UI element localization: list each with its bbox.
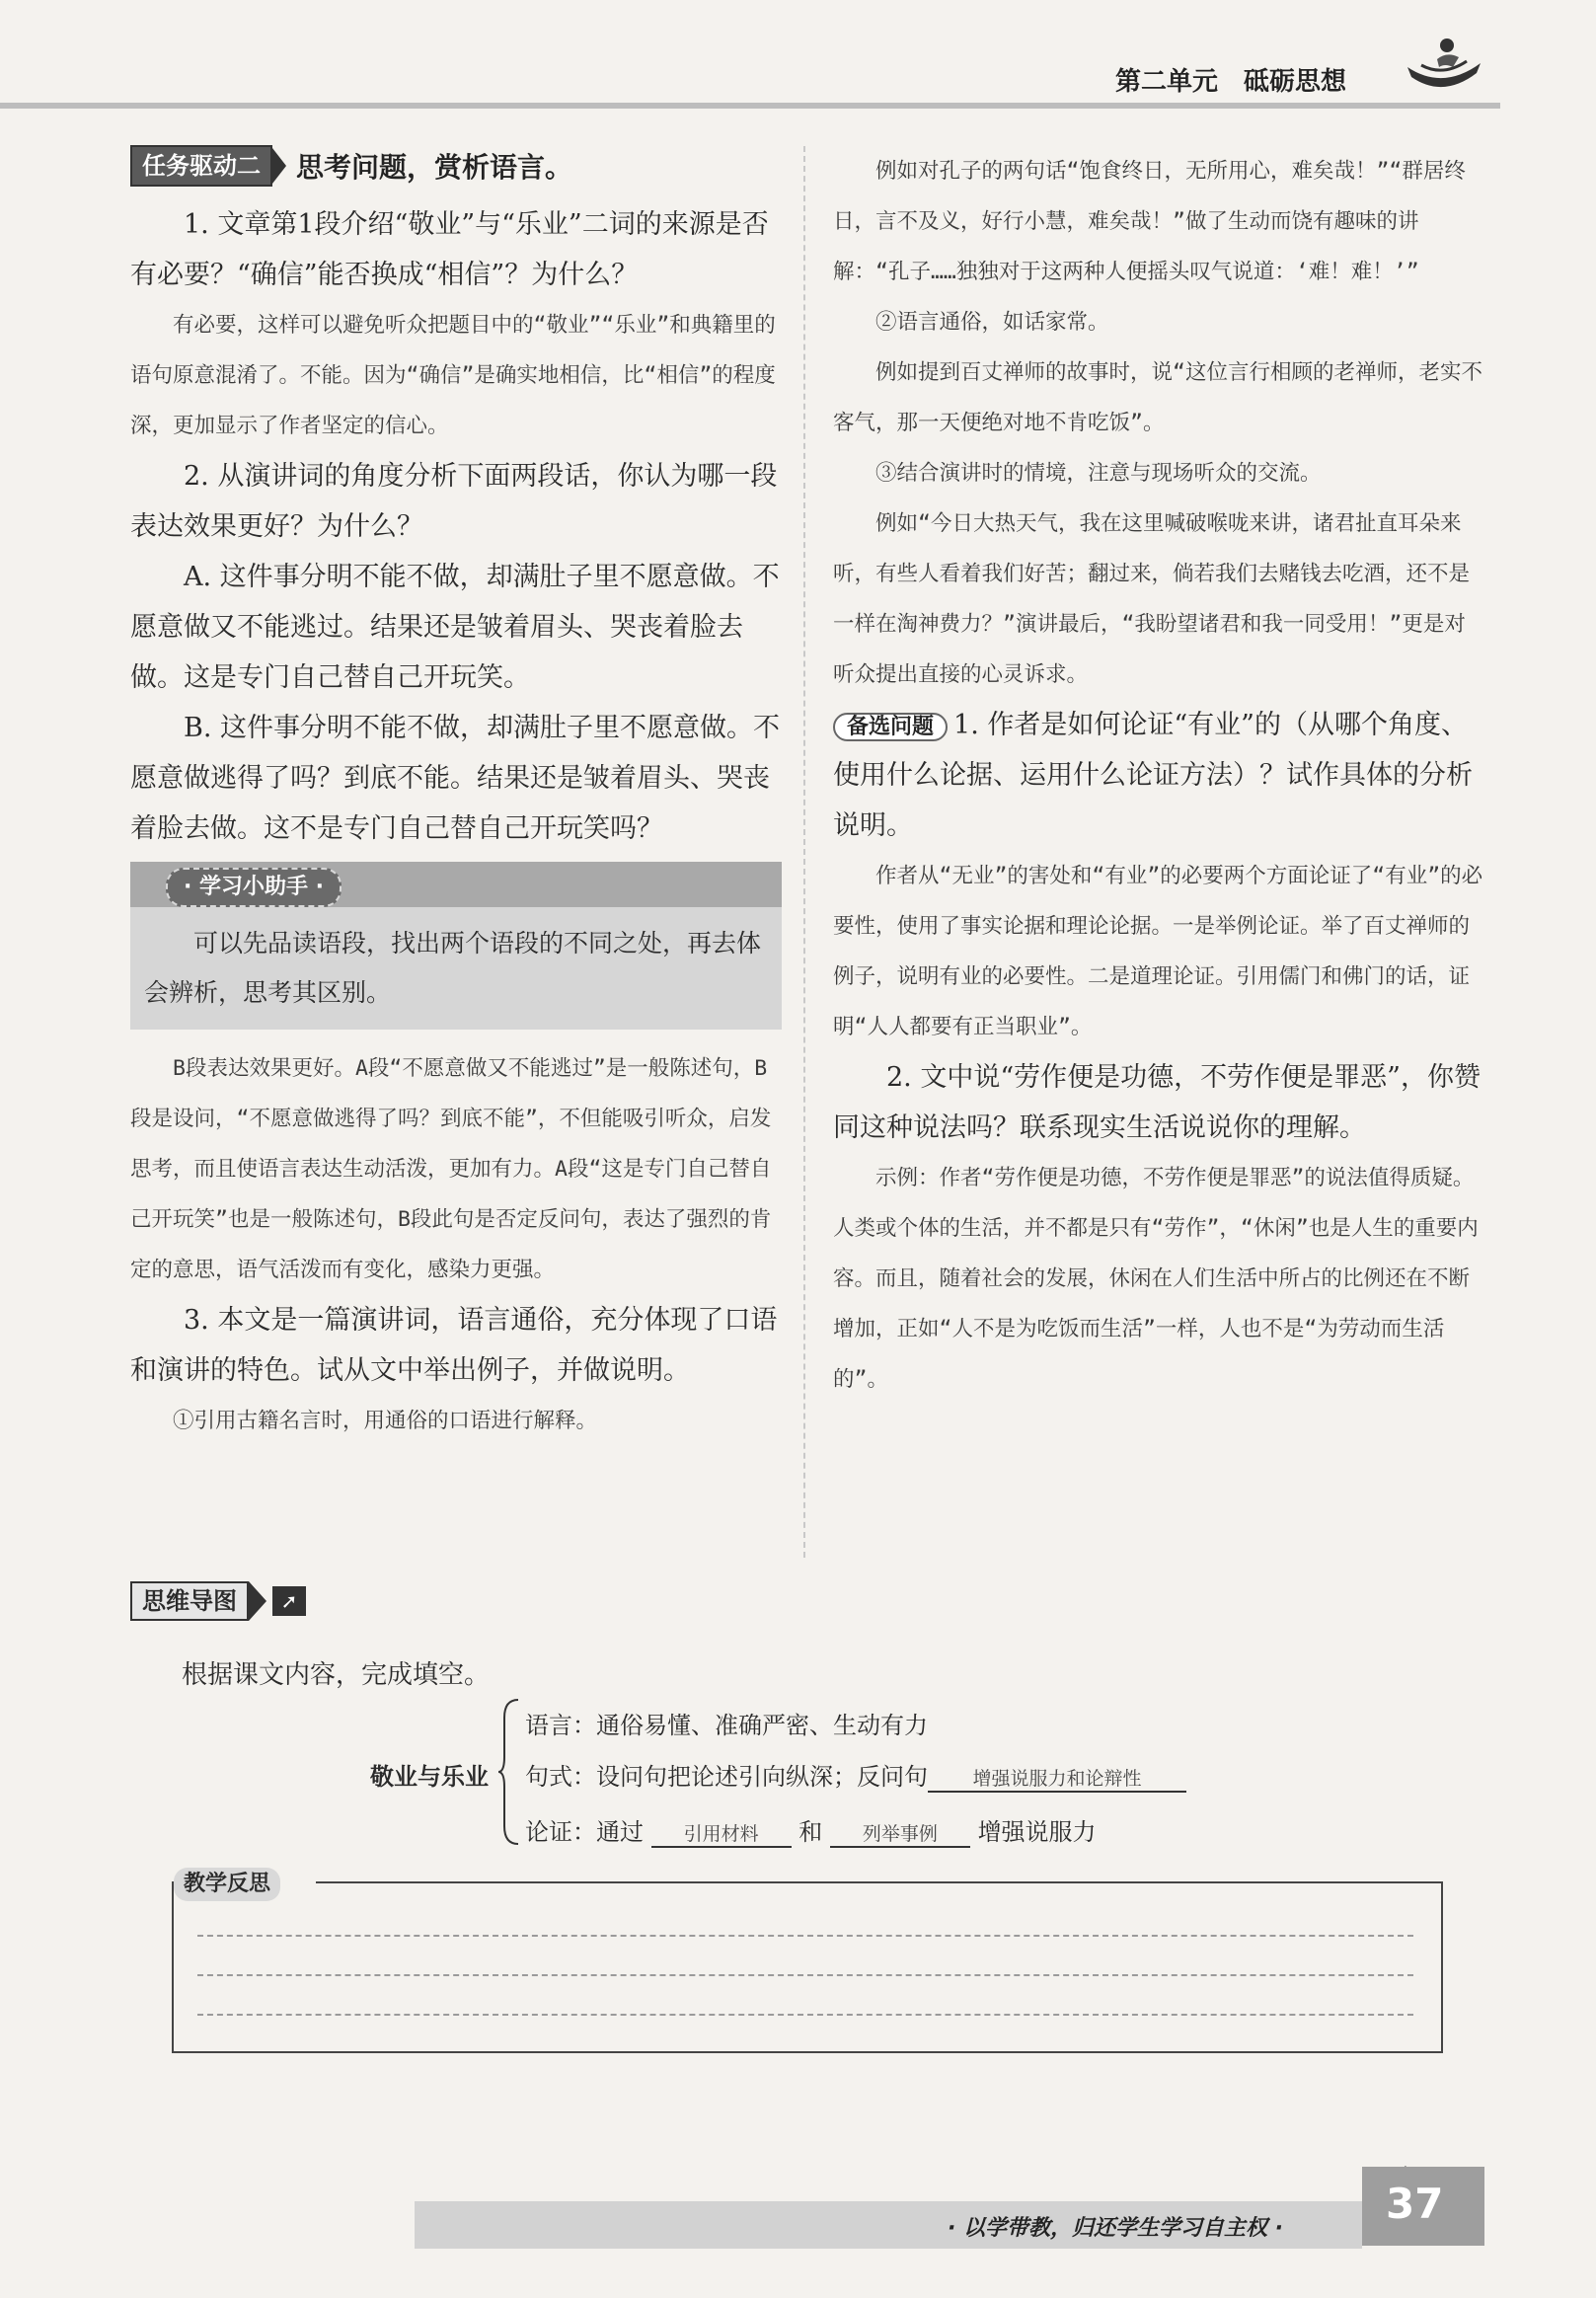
reflection-line [197,1935,1413,1937]
answer-2: B段表达效果更好。A段“不愿意做又不能逃过”是一般陈述句，B段是设问，“不愿意做逃得了吗？到底不能”，不但能吸引听众，启发思考，而且使语言表达生动活泼，更加有力。A段“这是专门自己替自己开玩笑”也是一般陈述句，B段此句是否定反问句，表达了强烈的肯定的意思，语气活泼而有变化，感染力更强。 [130,1056,772,1282]
answer-3-point-2: ②语言通俗，如话家常。 [875,310,1109,335]
mindmap-instruction: 根据课文内容，完成填空。 [182,1660,491,1690]
fill-blank-1: 增强说服力和论辩性 [928,1764,1186,1793]
reflection-top-line [316,1881,1441,1883]
backup-question-1 [833,700,1484,851]
left-column [130,146,782,1446]
header-rule [0,103,1500,109]
mindmap-line-argument-prefix: 论证：通过 [525,1818,644,1846]
question-2: 2. 从演讲词的角度分析下面两段话，你认为哪一段表达效果更好？为什么？ [130,461,778,542]
answer-1: 有必要，这样可以避免听众把题目中的“敬业”“乐业”和典籍里的语句原意混淆了。不能。因为“确信”是确实地相信，比“相信”的程度深，更加显示了作者坚定的信心。 [130,313,776,438]
mindmap-line-sentence-prefix: 句式：设问句把论述引向纵深；反问句 [525,1763,928,1791]
answer-3-point-3-example: 例如“今日大热天气，我在这里喊破喉咙来讲，诸君扯直耳朵来听，有些人看着我们好苦；翻过来，倘若我们去赌钱去吃酒，还不是一样在淘神费力？”演讲最后，“我盼望诸君和我一同受用！”更是对听众提出直接的心灵诉求。 [833,511,1471,687]
answer-3-point-1: ①引用古籍名言时，用通俗的口语进行解释。 [173,1409,598,1433]
column-divider [803,146,805,1558]
mindmap-line-argument-suffix: 增强说服力 [977,1818,1097,1846]
mindmap-center: 敬业与乐业 [370,1763,489,1791]
study-helper-label: · 学习小助手 · [166,868,342,907]
reflection-line [197,2014,1413,2016]
study-helper-text: 可以先品读语段，找出两个语段的不同之处，再去体会辨析，思考其区别。 [144,929,762,1007]
task-tag: 任务驱动二 [130,145,272,187]
backup-question-1-text: 1. 作者是如何论证“有业”的（从哪个角度、使用什么论据、运用什么论证方法）？试作具体的分析说明。 [833,710,1473,841]
mindmap-header [130,1581,306,1621]
mindmap-tag: 思维导图 [130,1581,249,1621]
tag-arrow-icon [272,148,286,184]
reflection-box [172,1881,1443,2053]
brace-icon [496,1698,520,1846]
backup-answer-2: 示例：作者“劳作便是功德，不劳作便是罪恶”的说法值得质疑。人类或个体的生活，并不都是只有“劳作”，“休闲”也是人生的重要内容。而且，随着社会的发展，休闲在人们生活中所占的比例还在不断增加，正如“人不是为吃饭而生活”一样，人也不是“为劳动而生活的”。 [833,1166,1479,1392]
mindmap-line-sentence [525,1757,1186,1793]
reflection-line [197,1974,1413,1976]
task-section-header [130,146,782,186]
book-logo-icon [1404,34,1484,103]
page-number: 37 [1386,2180,1444,2228]
question-1: 1. 文章第1段介绍“敬业”与“乐业”二词的来源是否有必要？“确信”能否换成“相信”？为什么？ [130,209,769,290]
unit-title: 第二单元 砥砺思想 [1115,67,1347,97]
backup-answer-1: 作者从“无业”的害处和“有业”的必要两个方面论证了“有业”的必要性，使用了事实论据和理论论据。一是举例论证。举了百丈禅师的例子，说明有业的必要性。二是道理论证。引用儒门和佛门的话，证明“人人都要有正当职业”。 [833,864,1483,1039]
backup-tag: 备选问题 [833,713,948,741]
backup-question-1-row [833,700,1484,851]
right-column [833,146,1484,1405]
mindmap-line-argument-and: 和 [798,1818,823,1846]
arrow-icon: ➚ [272,1586,306,1616]
fill-blank-3: 列举事例 [830,1819,970,1848]
question-3: 3. 本文是一篇演讲词，语言通俗，充分体现了口语和演讲的特色。试从文中举出例子，并做说明。 [130,1305,778,1386]
tag-arrow-icon [249,1581,266,1621]
backup-question-2: 2. 文中说“劳作便是功德，不劳作便是罪恶”，你赞同这种说法吗？联系现实生活说说你的理解。 [833,1062,1481,1143]
answer-3-point-3: ③结合演讲时的情境，注意与现场听众的交流。 [875,461,1322,486]
mindmap-line-language: 语言：通俗易懂、准确严密、生动有力 [525,1712,928,1739]
study-helper [130,862,782,1030]
fill-blank-2: 引用材料 [651,1819,792,1848]
answer-3-point-2-example: 例如提到百丈禅师的故事时，说“这位言行相顾的老禅师，老实不客气，那一天便绝对地不肯吃饭”。 [833,360,1482,435]
question-2-option-a: A. 这件事分明不能不做，却满肚子里不愿意做。不愿意做又不能逃过。结果还是皱着眉头、哭丧着脸去做。这是专门自己替自己开玩笑。 [130,562,780,693]
mindmap-line-argument [525,1812,1097,1848]
reflection-tag: 教学反思 [174,1868,280,1901]
answer-3-point-1-example: 例如对孔子的两句话“饱食终日，无所用心，难矣哉！”“群居终日，言不及义，好行小慧，难矣哉！”做了生动而饶有趣味的讲解：“孔子……独独对于这两种人便摇头叹气说道：‘难！难！’” [833,159,1466,284]
task-title: 思考问题，赏析语言。 [296,151,573,184]
question-2-option-b: B. 这件事分明不能不做，却满肚子里不愿意做。不愿意做逃得了吗？到底不能。结果还是皱着眉头、哭丧着脸去做。这不是专门自己替自己开玩笑吗？ [130,713,781,844]
footer-slogan: · 以学带教，归还学生学习自主权 · [948,2216,1284,2241]
